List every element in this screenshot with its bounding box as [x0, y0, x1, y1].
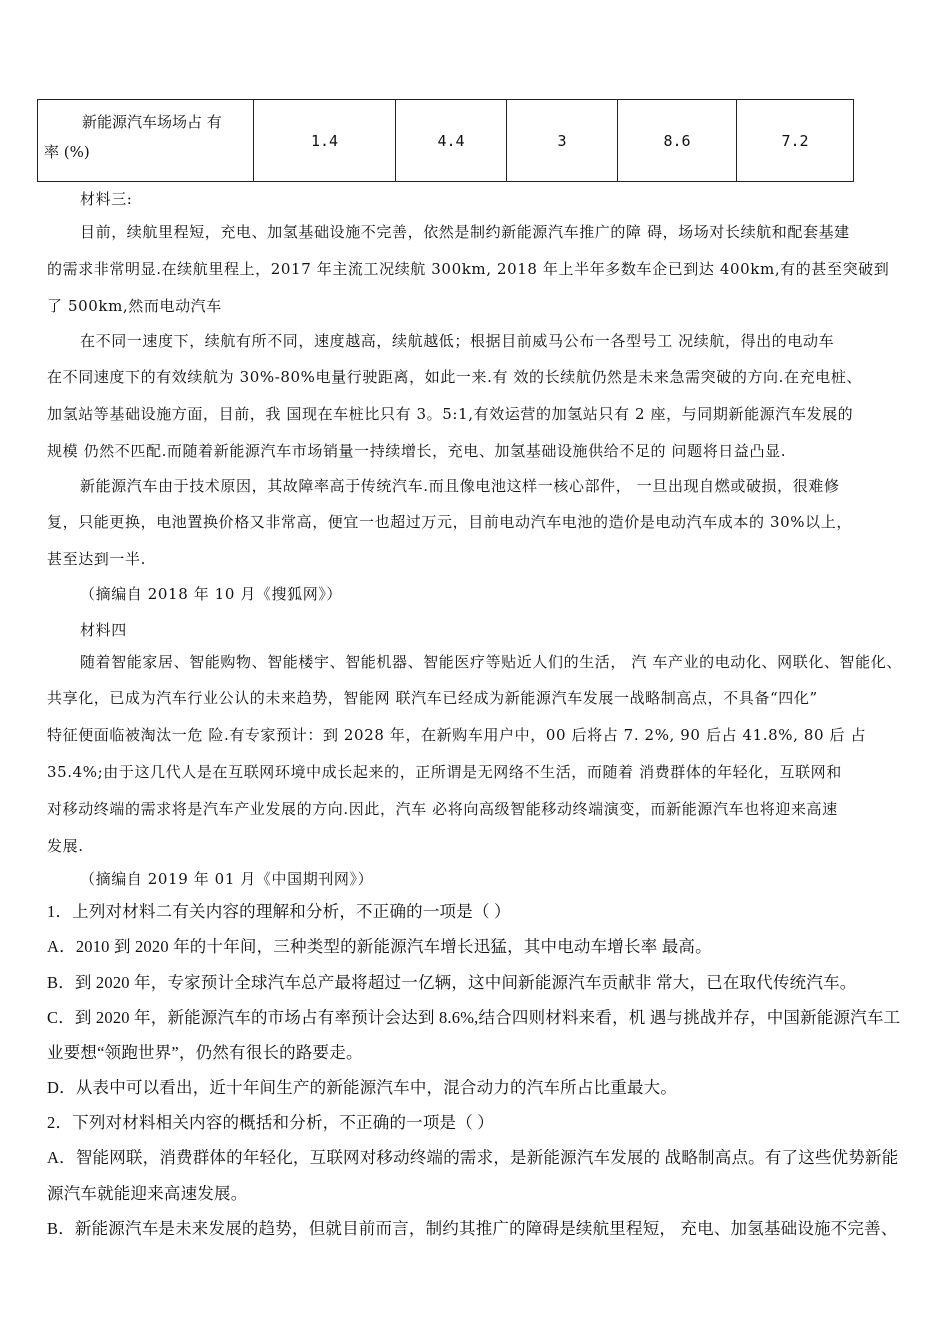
paragraph-line: 35.4%;由于这几代人是在互联网环境中成长起来的，正所谓是无网络不生活，而随着 消费群体的年轻化，互联网和: [47, 763, 842, 781]
option-1c-cont: 业要想“领跑世界”，仍然有很长的路要走。: [47, 1043, 363, 1062]
table-row-label: [38, 100, 254, 182]
row-label-line1: 新能源汽车场场占 有: [82, 113, 222, 131]
table-cell: 1.4: [254, 100, 396, 182]
paragraph-line: 规模 仍然不匹配.而随着新能源汽车市场销量一持续增长，充电、加氢基础设施供给不足的 问题将日益凸显.: [47, 442, 787, 460]
paragraph-line: 甚至达到一半.: [47, 550, 146, 568]
paragraph-line: 发展.: [47, 837, 84, 855]
paragraph-line: 新能源汽车由于技术原因，其故障率高于传统汽车.而且像电池这样一核心部件， 一旦出现自燃或破损，很难修: [80, 477, 840, 495]
paragraph-line: 目前，续航里程短，充电、加氢基础设施不完善，依然是制约新能源汽车推广的障 碍，场场对长续航和配套基建: [80, 223, 850, 241]
table-cell: 4.4: [396, 100, 507, 182]
row-label-line2: 率 (%): [44, 143, 90, 161]
table-cell: 8.6: [618, 100, 737, 182]
paragraph-line: 对移动终端的需求将是汽车产业发展的方向.因此，汽车 必将向高级智能移动终端演变，而新能源汽车也将迎来高速: [47, 800, 838, 818]
option-2a: A．智能网联，消费群体的年轻化，互联网对移动终端的需求，是新能源汽车发展的 战略制高点。有了这些优势新能: [47, 1148, 899, 1167]
material3-source: （摘编自 2018 年 10 月《搜狐网》）: [80, 585, 343, 603]
table-cell: 3: [507, 100, 618, 182]
table-row: [38, 100, 854, 182]
option-1c: C．到 2020 年，新能源汽车的市场占有率预计会达到 8.6%,结合四则材料来看，机 遇与挑战并存，中国新能源汽车工: [47, 1008, 901, 1027]
option-2b: B．新能源汽车是未来发展的趋势，但就目前而言，制约其推广的障碍是续航里程短， 充电、加氢基础设施不完善、: [47, 1219, 898, 1238]
material4-source: （摘编自 2019 年 01 月《中国期刊网》）: [80, 870, 374, 888]
table-cell: 7.2: [737, 100, 854, 182]
paragraph-line: 了 500km,然而电动汽车: [47, 297, 222, 315]
paragraph-line: 的需求非常明显.在续航里程上，2017 年主流工况续航 300km, 2018 年上半年多数车企已到达 400km,有的甚至突破到: [47, 260, 890, 278]
paragraph-line: 加氢站等基础设施方面，目前，我 国现在车桩比只有 3。5:1,有效运营的加氢站只有 2 座，与同期新能源汽车发展的: [47, 405, 854, 423]
option-1b: B．到 2020 年，专家预计全球汽车总产最将超过一亿辆，这中间新能源汽车贡献非 常大，已在取代传统汽车。: [47, 973, 857, 992]
option-1a: A．2010 到 2020 年的十年间，三种类型的新能源汽车增长迅猛，其中电动车增长率 最高。: [47, 937, 712, 956]
material4-heading: 材料四: [80, 621, 127, 639]
paragraph-line: 在不同一速度下，续航有所不同，速度越高，续航越低；根据目前威马公布一各型号工 况续航，得出的电动车: [80, 332, 835, 350]
paragraph-line: 随着智能家居、智能购物、智能楼宇、智能机器、智能医疗等贴近人们的生活， 汽 车产业的电动化、网联化、智能化、: [80, 653, 902, 671]
market-share-table: [37, 99, 854, 182]
paragraph-line: 在不同速度下的有效续航为 30%-80%电量行驶距离，如此一来.有 效的长续航仍然是未来急需突破的方向.在充电桩、: [47, 368, 863, 386]
paragraph-line: 共享化，已成为汽车行业公认的未来趋势，智能网 联汽车已经成为新能源汽车发展一战略制高点，不具备“四化”: [47, 689, 818, 707]
question-1: 1．上列对材料二有关内容的理解和分析，不正确的一项是（ ）: [47, 902, 511, 921]
option-1d: D．从表中可以看出，近十年间生产的新能源汽车中，混合动力的汽车所占比重最大。: [47, 1078, 678, 1097]
option-2a-cont: 源汽车就能迎来高速发展。: [47, 1184, 248, 1203]
material3-heading: 材料三:: [80, 190, 133, 208]
paragraph-line: 特征便面临被淘汰一危 险.有专家预计：到 2028 年，在新购车用户中，00 后将占 7. 2%, 90 后占 41.8%, 80 后 占: [47, 726, 867, 744]
question-2: 2．下列对材料相关内容的概括和分析，不正确的一项是（ ）: [47, 1113, 494, 1132]
paragraph-line: 复，只能更换，电池置换价格又非常高，便宜一也超过万元，目前电动汽车电池的造价是电动汽车成本的 30%以上，: [47, 513, 852, 531]
